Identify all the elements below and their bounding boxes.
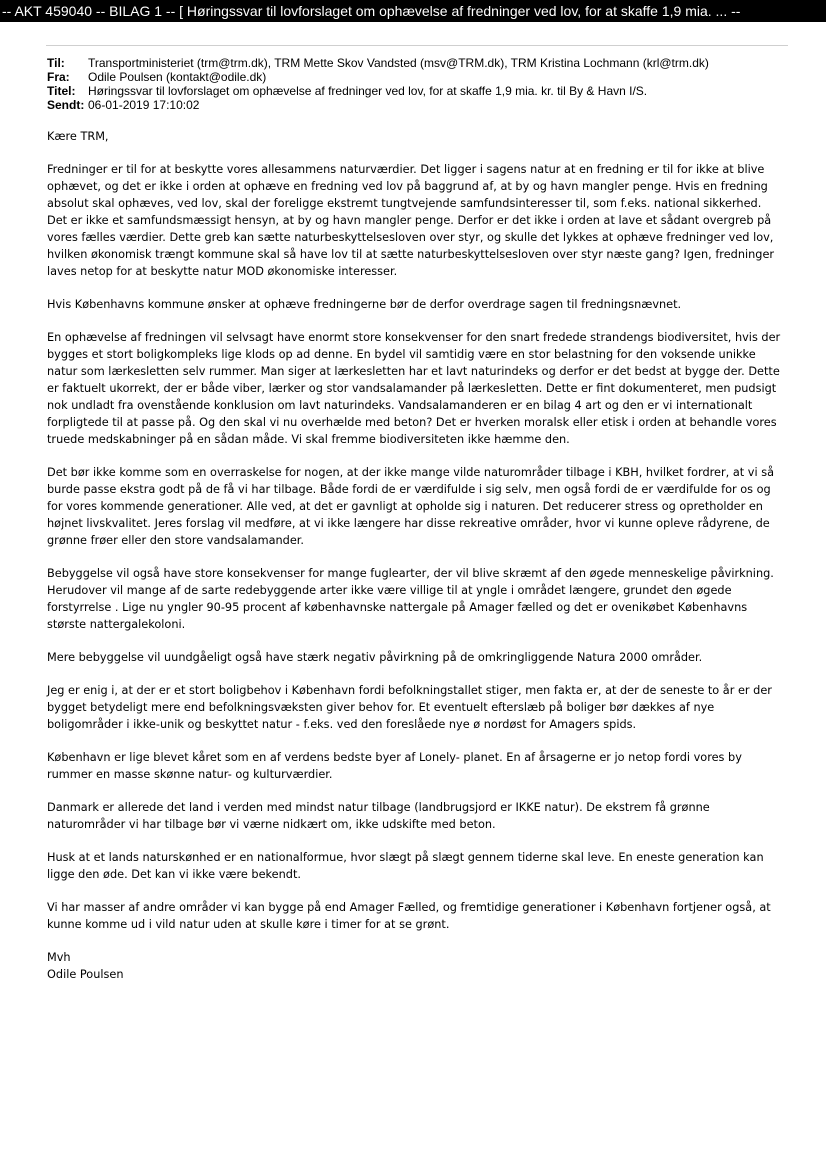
body-paragraph: Hvis Københavns kommune ønsker at ophæve fredningerne bør de derfor overdrage sagen til fredningsnævnet. xyxy=(47,298,682,311)
closing-block xyxy=(47,949,782,983)
body-paragraph: Det bør ikke komme som en overraskelse for nogen, at der ikke mange vilde naturområder tilbage i KBH, hvilket fordrer, at vi så burde passe ekstra godt på de få vi har tilbage. Både fordi de er værdifulde i sig selv, men også fordi de er værdifulde for os og for vores kommende generationer. Alle ved, at det er gavnligt at opholde sig i naturen. Det reducerer stress og opretholder en højnet livskvalitet. Jeres forslag vil medføre, at vi ikke længere har disse rekreative områder, hvor vi kunne opleve rådyrene, de grønne frøer eller den store vandsalamander. xyxy=(47,466,774,547)
from-value: Odile Poulsen (kontakt@odile.dk) xyxy=(88,70,267,84)
body-paragraph: Mere bebyggelse vil uundgåeligt også have stærk negativ påvirkning på de omkringliggende Natura 2000 områder. xyxy=(47,651,703,664)
sent-label: Sendt: xyxy=(47,98,85,112)
email-body xyxy=(47,128,782,983)
body-paragraph: Vi har masser af andre områder vi kan bygge på end Amager Fælled, og fremtidige generationer i København fortjener også, at kunne komme ud i vild natur uden at skulle køre i timer for at se grønt. xyxy=(47,901,771,931)
body-paragraph: Danmark er allerede det land i verden med mindst natur tilbage (landbrugsjord er IKKE natur). De ekstrem få grønne naturområder vi har tilbage bør vi værne nidkært om, ikke udskifte med beton. xyxy=(47,801,710,831)
body-paragraph: København er lige blevet kåret som en af verdens bedste byer af Lonely- planet. En af årsagerne er jo netop fordi vores by rummer en masse skønne natur- og kulturværdier. xyxy=(47,751,742,781)
greeting: Kære TRM, xyxy=(47,130,109,143)
signature: Odile Poulsen xyxy=(47,968,124,981)
to-value: Transportministeriet (trm@trm.dk), TRM Mette Skov Vandsted (msv@TRM.dk), TRM Kristina Lochmann (krl@trm.dk) xyxy=(88,56,709,70)
to-label: Til: xyxy=(47,56,65,70)
header-divider xyxy=(46,45,788,46)
email-header xyxy=(47,56,709,112)
from-label: Fra: xyxy=(47,70,70,84)
body-paragraph: Fredninger er til for at beskytte vores allesammens naturværdier. Det ligger i sagens natur at en fredning er til for ikke at blive ophævet, og det er ikke i orden at ophæve en fredning ved lov på baggrund af, at by og havn mangler penge. Hvis en fredning absolut skal ophæves, ved lov, skal der foreligge ekstremt tungtvejende samfundsinteresser til, som f.eks. national sikkerhed. Det er ikke et samfundsmæssigt hensyn, at by og havn mangler penge. Derfor er det ikke i orden at lave et sådant overgreb på vores fælles værdier. Dette greb kan sætte naturbeskyttelsesloven over styr, og skulle det lykkes at ophæve fredninger ved lov, hvilken økonomisk trængt kommune skal så have lov til at sætte naturbeskyttelsesloven over styr næste gang? Igen, fredninger laves netop for at beskytte natur MOD økonomiske interesser. xyxy=(47,163,775,278)
subject-value: Høringssvar til lovforslaget om ophævelse af fredninger ved lov, for at skaffe 1,9 mia. kr. til By & Havn I/S. xyxy=(88,84,648,98)
body-paragraph: Jeg er enig i, at der er et stort boligbehov i København fordi befolkningstallet stiger, men fakta er, at der de seneste to år er der bygget betydeligt mere end befolkningsvæksten giver behov for. Et eventuelt efterslæb på boliger bør dækkes af nye boligområder i ikke-unik og beskyttet natur - f.eks. ved den foreslåede nye ø nordøst for Amagers spids. xyxy=(47,684,772,731)
document-title-bar: -- AKT 459040 -- BILAG 1 -- [ Høringssvar til lovforslaget om ophævelse af fredninger ved lov, for at skaffe 1,9 mia. ... -- xyxy=(0,0,826,22)
closing: Mvh xyxy=(47,951,71,964)
body-paragraph: Bebyggelse vil også have store konsekvenser for mange fuglearter, der vil blive skræmt af den øgede menneskelige påvirkning. Herudover vil mange af de sarte redebyggende arter ikke være villige til at yngle i området længere, grundet den øgede forstyrrelse . Lige nu yngler 90-95 procent af københavnske nattergale på Amager fælled og det er ovenikøbet Københavns største nattergalekoloni. xyxy=(47,567,774,631)
subject-label: Titel: xyxy=(47,84,76,98)
from-row xyxy=(47,70,709,84)
body-paragraph: Husk at et lands naturskønhed er en nationalformue, hvor slægt på slægt gennem tiderne skal leve. En eneste generation kan ligge den øde. Det kan vi ikke være bekendt. xyxy=(47,851,764,881)
sent-value: 06-01-2019 17:10:02 xyxy=(88,98,200,112)
subject-row xyxy=(47,84,709,98)
body-paragraph: En ophævelse af fredningen vil selvsagt have enormt store konsekvenser for den snart fredede strandengs biodiversitet, hvis der bygges et stort boligkompleks lige klods op ad denne. En bydel vil samtidig være en stor belastning for den voksende unikke natur som lærkesletten selv rummer. Man siger at lærkesletten har et lavt naturindeks og derfor er det bedst at bygge der. Dette er faktuelt ukorrekt, der er både viber, lærker og stor vandsalamander på lærkesletten. Dette er fint dokumenteret, men pudsigt nok undladt fra ovenstående konklusion om lavt naturindeks. Vandsalamanderen er en bilag 4 art og den er vi internationalt forpligtede til at passe på. Og den skal vi nu overhælde med beton? Det er hverken moralsk eller etisk i orden at behandle vores truede medskabninger på en sådan måde. Vi skal fremme biodiversiteten ikke hæmme den. xyxy=(47,331,781,446)
sent-row xyxy=(47,98,709,112)
to-row xyxy=(47,56,709,70)
